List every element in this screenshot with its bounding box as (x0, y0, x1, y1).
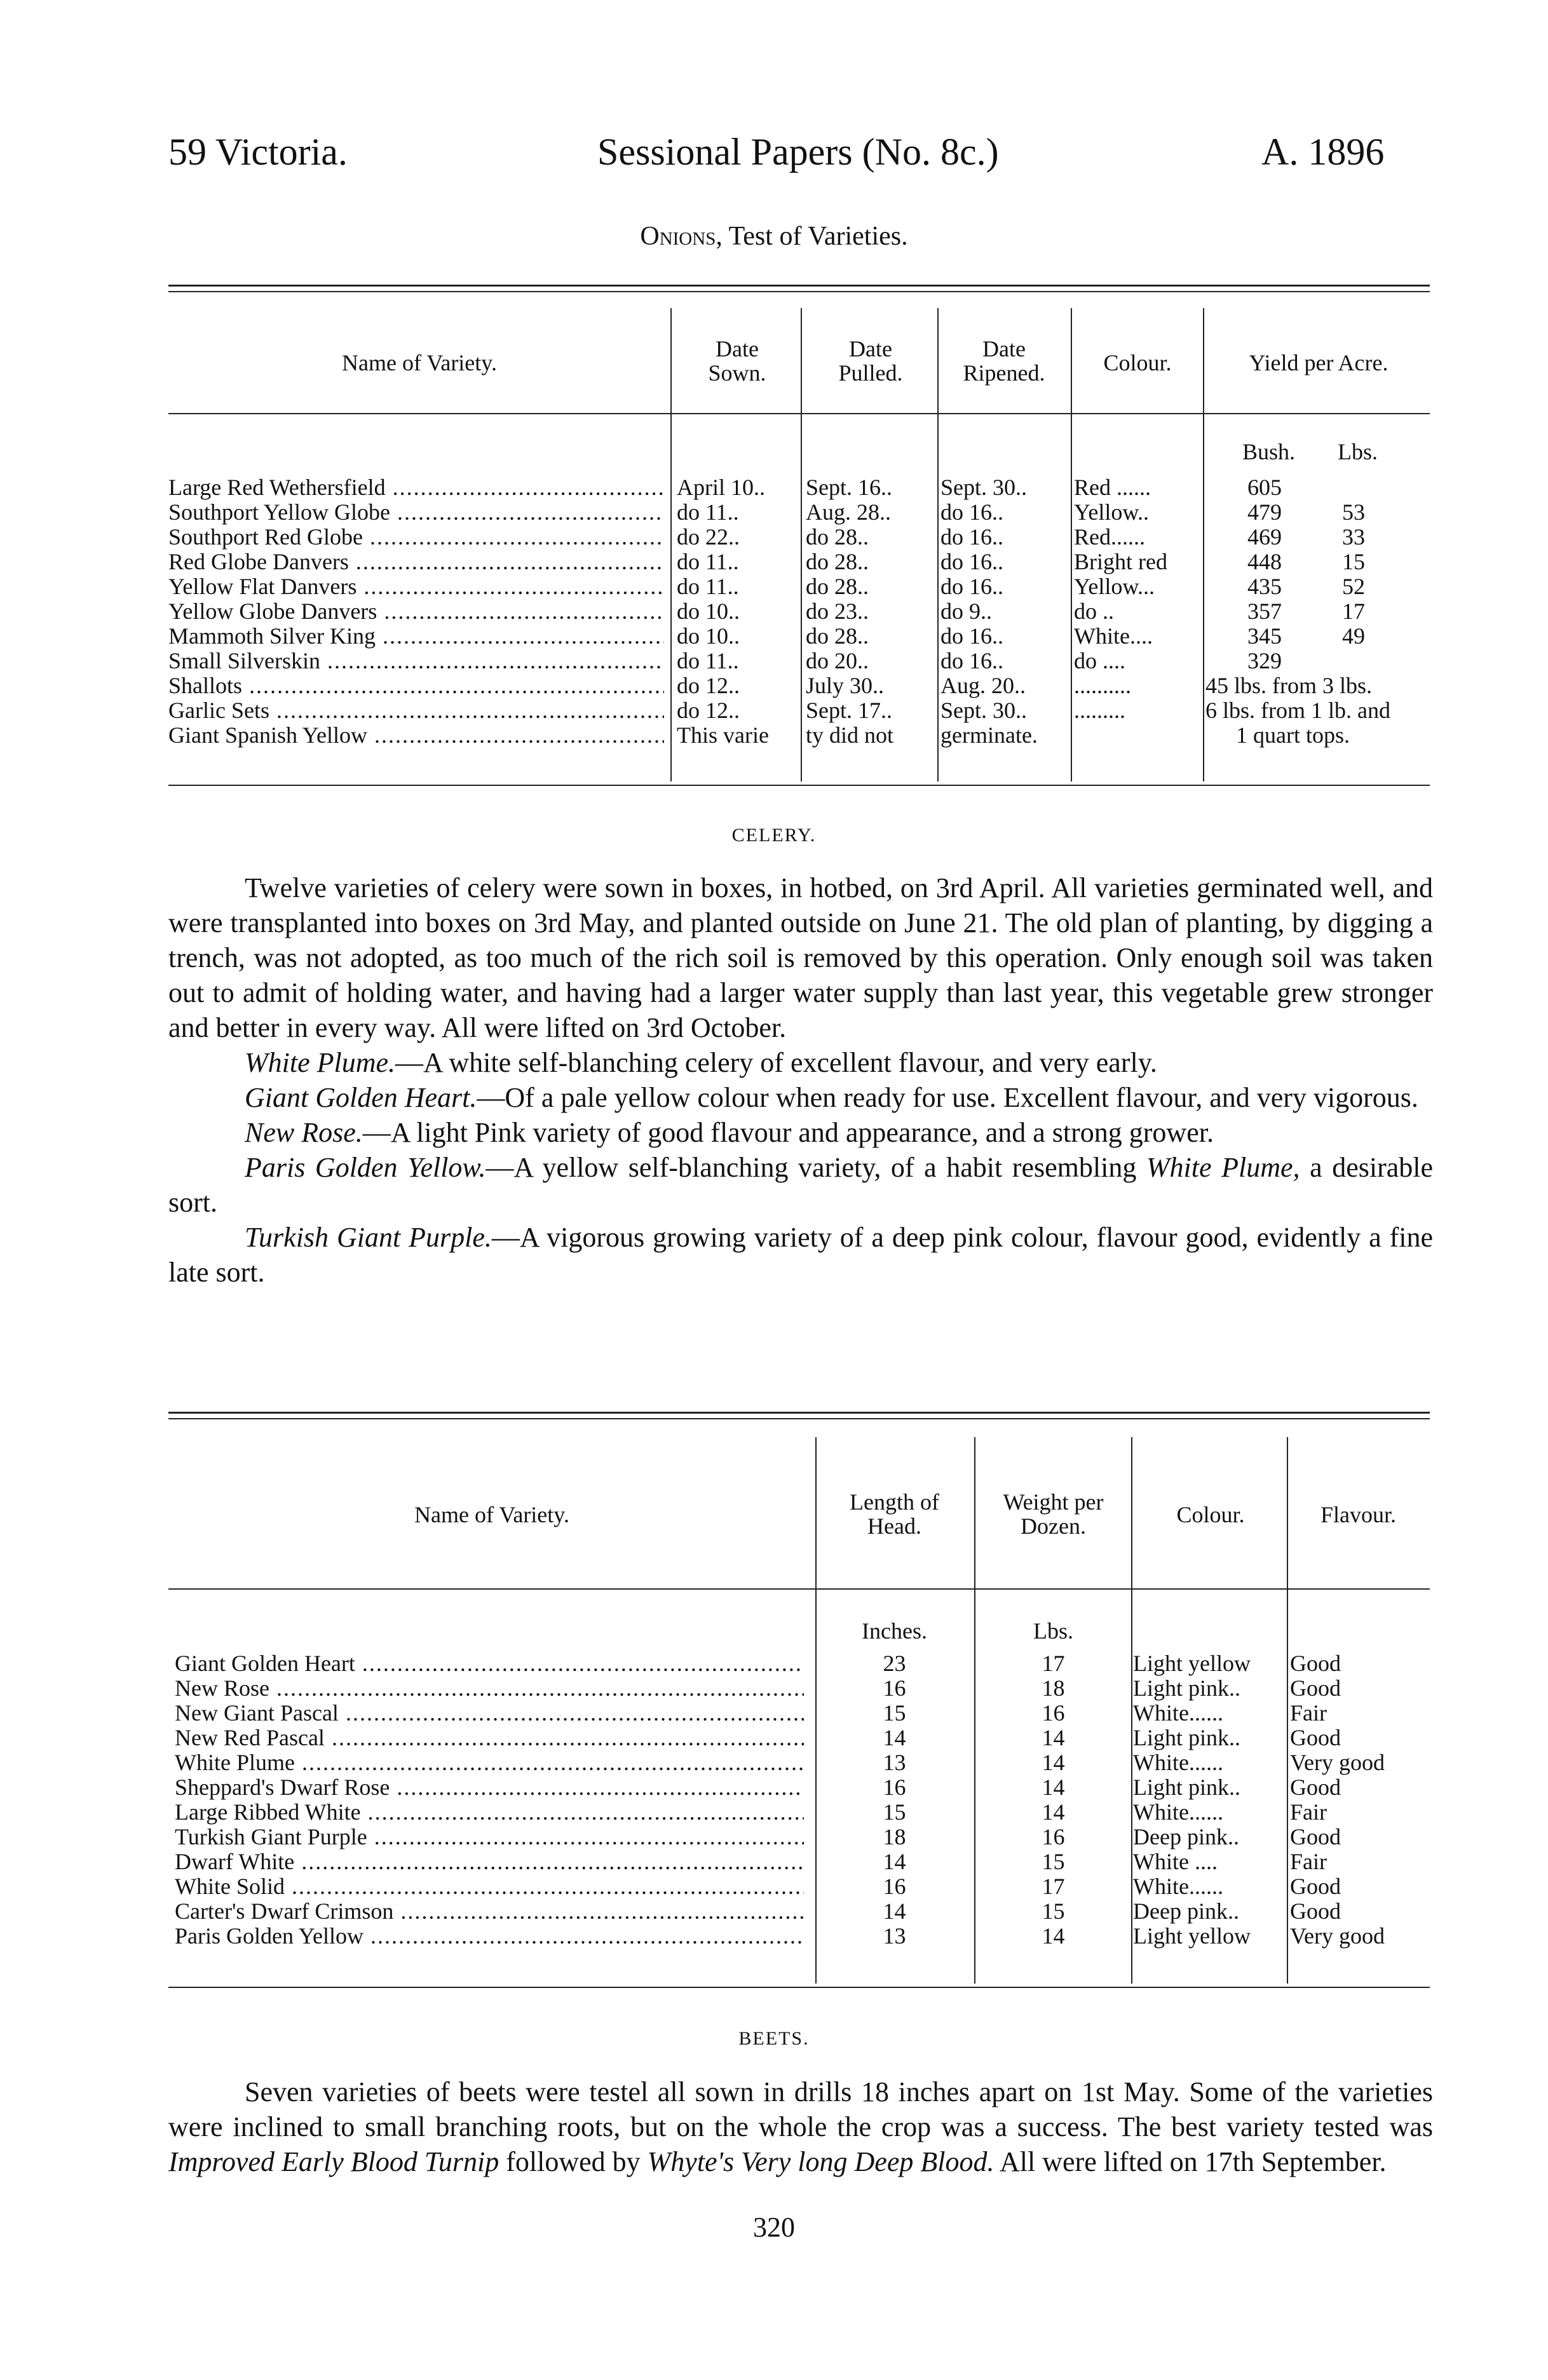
header-left: 59 Victoria. (168, 131, 348, 173)
variety-name: Yellow Flat Danvers ..... (168, 574, 664, 599)
flavour: Good (1290, 1775, 1341, 1800)
celery-col-colour: Colour. (1176, 1502, 1245, 1527)
colour: White .... (1133, 1849, 1218, 1874)
celery-unit-inches: Inches. (862, 1618, 927, 1644)
celery-unit-lbs: Lbs. (1033, 1618, 1073, 1644)
table-row (175, 1849, 1430, 1874)
variety-name: New Red Pascal ..... (175, 1726, 804, 1750)
celery-col-weight: Weight per Dozen. (1003, 1489, 1104, 1539)
flavour: Fair (1290, 1701, 1327, 1726)
onions-title-rest: , Test of Varieties. (716, 222, 908, 251)
date-ripened: Sept. 30.. (940, 475, 1028, 500)
colour: Bright red (1074, 550, 1167, 574)
table-row (175, 1800, 1430, 1825)
date-pulled: July 30.. (806, 673, 885, 698)
variety-name: Dwarf White ..... (175, 1849, 804, 1874)
variety-name: Paris Golden Yellow ..... (175, 1924, 804, 1949)
table-row (168, 698, 1430, 723)
variety-name: Large Ribbed White ..... (175, 1800, 804, 1825)
table-row (168, 525, 1430, 550)
variety-name: Carter's Dwarf Crimson ..... (175, 1899, 804, 1924)
flavour: Very good (1290, 1924, 1385, 1949)
colour: Light yellow (1133, 1924, 1251, 1949)
yield-bush: 448 (1247, 550, 1282, 574)
date-ripened: do 9.. (940, 599, 992, 624)
beets-paragraph: Seven varieties of beets were testel all sown in drills 18 inches apart on 1st May. Some of the varieties were inclined to small branching roots, but on the whole the crop was a success. The best variety tested was Improved Early Blood Turnip followed by Whyte's Very long Deep Blood. All were lifted on 17th September. (168, 2076, 1433, 2177)
header-center: Sessional Papers (No. 8c.) (597, 131, 999, 173)
onions-col-ripened: Date Ripened. (963, 336, 1045, 386)
table-row (175, 1701, 1430, 1726)
date-ripened: Aug. 20.. (940, 673, 1026, 698)
date-pulled: do 28.. (806, 624, 869, 649)
table-row (168, 624, 1430, 649)
dozen-weight: 15 (1042, 1899, 1065, 1924)
yield-lbs: 49 (1342, 624, 1365, 649)
date-sown: do 10.. (677, 599, 740, 624)
table-row (175, 1676, 1430, 1701)
dozen-weight: 14 (1042, 1750, 1065, 1775)
celery-col-length: Length of Head. (850, 1489, 939, 1539)
date-sown: April 10.. (677, 475, 765, 500)
head-length: 16 (883, 1676, 906, 1701)
colour: Red ...... (1074, 475, 1151, 500)
flavour: Good (1290, 1676, 1341, 1701)
colour: Light pink.. (1133, 1676, 1240, 1701)
table-row (168, 599, 1430, 624)
date-pulled: do 28.. (806, 550, 869, 574)
flavour: Good (1290, 1899, 1341, 1924)
yield-lbs: 33 (1342, 525, 1365, 550)
variety-name: Garlic Sets ..... (168, 698, 664, 723)
variety-name: Small Silverskin ..... (168, 649, 664, 673)
colour: .......... (1074, 673, 1131, 698)
variety-name: Giant Golden Heart ..... (175, 1651, 804, 1676)
onions-title-word: Onions (640, 222, 716, 251)
variety-name: Southport Red Globe ..... (168, 525, 664, 550)
table-row (168, 500, 1430, 525)
flavour: Good (1290, 1726, 1341, 1750)
head-length: 16 (883, 1775, 906, 1800)
flavour: Very good (1290, 1750, 1385, 1775)
yield-bush: 469 (1247, 525, 1282, 550)
head-length: 16 (883, 1874, 906, 1899)
date-pulled: Sept. 16.. (806, 475, 893, 500)
table-row (168, 649, 1430, 673)
flavour: Good (1290, 1825, 1341, 1849)
head-length: 14 (883, 1726, 906, 1750)
dozen-weight: 14 (1042, 1800, 1065, 1825)
date-sown: This varie (677, 723, 769, 748)
yield-text: 45 lbs. from 3 lbs. (1205, 673, 1373, 698)
dozen-weight: 16 (1042, 1825, 1065, 1849)
dozen-weight: 14 (1042, 1775, 1065, 1800)
yield-text: 6 lbs. from 1 lb. and (1205, 698, 1390, 723)
table-row (175, 1874, 1430, 1899)
date-ripened: do 16.. (940, 574, 1003, 599)
yield-lbs: 15 (1342, 550, 1365, 574)
dozen-weight: 14 (1042, 1924, 1065, 1949)
date-pulled: do 20.. (806, 649, 869, 673)
table-row (175, 1651, 1430, 1676)
onions-col-pulled: Date Pulled. (838, 336, 903, 386)
date-sown: do 11.. (677, 550, 739, 574)
yield-lbs: 53 (1342, 500, 1365, 525)
onions-col-name: Name of Variety. (342, 350, 497, 375)
colour: Yellow... (1074, 574, 1155, 599)
table-row (175, 1825, 1430, 1849)
table-row (168, 475, 1430, 500)
celery-text (168, 870, 1433, 1290)
flavour: Fair (1290, 1800, 1327, 1825)
onions-unit-lbs: Lbs. (1338, 439, 1378, 464)
variety-name: New Giant Pascal ..... (175, 1701, 804, 1726)
page-number: 320 (753, 2212, 795, 2243)
table-row (175, 1726, 1430, 1750)
dozen-weight: 18 (1042, 1676, 1065, 1701)
onions-title (0, 221, 1548, 252)
date-sown: do 10.. (677, 624, 740, 649)
colour: Light pink.. (1133, 1726, 1240, 1750)
celery-desc-giant-golden-heart: Giant Golden Heart.—Of a pale yellow colour when ready for use. Excellent flavour, and very vigorous. (245, 1082, 1418, 1113)
beets-text (168, 2074, 1433, 2179)
variety-name: Sheppard's Dwarf Rose ..... (175, 1775, 804, 1800)
celery-col-flavour: Flavour. (1320, 1502, 1396, 1527)
colour: Light pink.. (1133, 1775, 1240, 1800)
variety-name: Large Red Wethersfield ..... (168, 475, 664, 500)
flavour: Fair (1290, 1849, 1327, 1874)
table-row (168, 673, 1430, 698)
flavour: Good (1290, 1874, 1341, 1899)
colour: do .... (1074, 649, 1125, 673)
table-row (175, 1899, 1430, 1924)
dozen-weight: 16 (1042, 1701, 1065, 1726)
head-length: 13 (883, 1924, 906, 1949)
colour: Deep pink.. (1133, 1899, 1239, 1924)
date-sown: do 12.. (677, 698, 740, 723)
yield-bush: 357 (1247, 599, 1282, 624)
yield-bush: 329 (1247, 649, 1282, 673)
variety-name: Shallots ..... (168, 673, 664, 698)
date-ripened: Sept. 30.. (940, 698, 1028, 723)
head-length: 15 (883, 1800, 906, 1825)
colour: Yellow.. (1074, 500, 1150, 525)
variety-name: White Solid ..... (175, 1874, 804, 1899)
yield-bush: 479 (1247, 500, 1282, 525)
dozen-weight: 17 (1042, 1874, 1065, 1899)
date-sown: do 11.. (677, 500, 739, 525)
colour: ......... (1074, 698, 1125, 723)
yield-text: 1 quart tops. (1236, 723, 1350, 748)
yield-lbs: 17 (1342, 599, 1365, 624)
onions-col-colour: Colour. (1103, 350, 1172, 375)
celery-intro: Twelve varieties of celery were sown in boxes, in hotbed, on 3rd April. All varieties germinated well, and were transplanted into boxes on 3rd May, and planted outside on June 21. The old plan of planting, by digging a trench, was not adopted, as too much of the rich soil is removed by this operation. Only enough soil was taken out to admit of holding water, and having had a larger water supply than last year, this vegetable grew stronger and better in every way. All were lifted on 3rd October. (168, 872, 1433, 1043)
date-ripened: do 16.. (940, 500, 1003, 525)
table-row (175, 1924, 1430, 1949)
date-sown: do 11.. (677, 574, 739, 599)
colour: Light yellow (1133, 1651, 1251, 1676)
head-length: 14 (883, 1899, 906, 1924)
colour: Deep pink.. (1133, 1825, 1239, 1849)
date-pulled: do 28.. (806, 574, 869, 599)
date-ripened: do 16.. (940, 550, 1003, 574)
dozen-weight: 14 (1042, 1726, 1065, 1750)
variety-name: Red Globe Danvers ..... (168, 550, 664, 574)
variety-name: New Rose ..... (175, 1676, 804, 1701)
variety-name: Southport Yellow Globe ..... (168, 500, 664, 525)
colour: do .. (1074, 599, 1114, 624)
date-pulled: do 23.. (806, 599, 869, 624)
date-pulled: Sept. 17.. (806, 698, 893, 723)
date-ripened: do 16.. (940, 525, 1003, 550)
celery-desc-white-plume: White Plume.—A white self-blanching celery of excellent flavour, and very early. (245, 1047, 1157, 1078)
colour: White...... (1133, 1874, 1223, 1899)
variety-name: Turkish Giant Purple ..... (175, 1825, 804, 1849)
onions-col-yield: Yield per Acre. (1249, 350, 1388, 375)
celery-col-name: Name of Variety. (414, 1502, 569, 1527)
date-ripened: do 16.. (940, 624, 1003, 649)
head-length: 15 (883, 1701, 906, 1726)
date-ripened: do 16.. (940, 649, 1003, 673)
celery-desc-paris-golden-yellow: Paris Golden Yellow.—A yellow self-blanching variety, of a habit resembling White Plume, a desirable sort. (168, 1152, 1434, 1218)
head-length: 14 (883, 1849, 906, 1874)
colour: White...... (1133, 1750, 1223, 1775)
colour: Red...... (1074, 525, 1145, 550)
head-length: 18 (883, 1825, 906, 1849)
celery-desc-turkish-giant-purple: Turkish Giant Purple.—A vigorous growing variety of a deep pink colour, flavour good, evidently a fine late sort. (168, 1222, 1433, 1288)
variety-name: Giant Spanish Yellow ..... (168, 723, 664, 748)
table-row (168, 574, 1430, 599)
onions-col-sown: Date Sown. (708, 336, 766, 386)
table-row (175, 1775, 1430, 1800)
variety-name: Yellow Globe Danvers ..... (168, 599, 664, 624)
date-pulled: Aug. 28.. (806, 500, 891, 525)
beets-heading: BEETS. (738, 2028, 810, 2049)
celery-heading: CELERY. (731, 825, 817, 846)
date-sown: do 11.. (677, 649, 739, 673)
table-row (168, 550, 1430, 574)
yield-bush: 435 (1247, 574, 1282, 599)
date-pulled: do 28.. (806, 525, 869, 550)
yield-bush: 345 (1247, 624, 1282, 649)
date-sown: do 12.. (677, 673, 740, 698)
celery-desc-new-rose: New Rose.—A light Pink variety of good flavour and appearance, and a strong grower. (245, 1117, 1214, 1148)
table-row (175, 1750, 1430, 1775)
date-ripened: germinate. (940, 723, 1038, 748)
onions-unit-bush: Bush. (1242, 439, 1296, 464)
dozen-weight: 17 (1042, 1651, 1065, 1676)
variety-name: White Plume ..... (175, 1750, 804, 1775)
table-row (168, 723, 1430, 748)
yield-bush: 605 (1247, 475, 1282, 500)
variety-name: Mammoth Silver King ..... (168, 624, 664, 649)
dozen-weight: 15 (1042, 1849, 1065, 1874)
colour: White.... (1074, 624, 1153, 649)
yield-lbs: 52 (1342, 574, 1365, 599)
header-right: A. 1896 (1261, 131, 1385, 173)
head-length: 23 (883, 1651, 906, 1676)
colour: White...... (1133, 1800, 1223, 1825)
flavour: Good (1290, 1651, 1341, 1676)
date-pulled: ty did not (806, 723, 894, 748)
date-sown: do 22.. (677, 525, 740, 550)
head-length: 13 (883, 1750, 906, 1775)
colour: White...... (1133, 1701, 1223, 1726)
